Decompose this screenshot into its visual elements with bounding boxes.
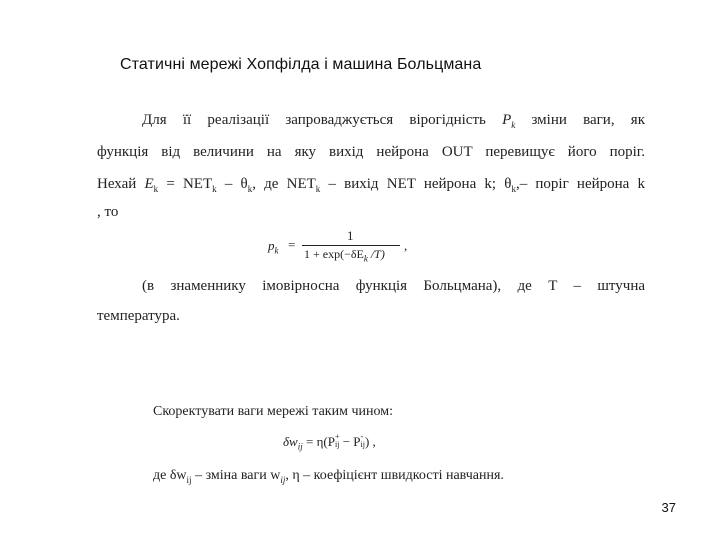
symbol-pk: $P_k$ [502, 112, 516, 130]
boltzmann-probability-formula [268, 228, 418, 272]
formula-comma: , [404, 238, 408, 253]
paragraph-line [142, 112, 645, 130]
slide-title: Статичні мережі Хопфілда і машина Больцмана [120, 56, 482, 73]
paragraph-line: , то [97, 204, 119, 220]
paragraph-line: Нехай $E_k = NET_k - \theta_k$, де $NET_k$ – вихід NET нейрона k; $\theta_k,-$ поріг нейрона k [97, 176, 646, 194]
text-segment: Для її реалізації запроваджується вірогідність [142, 112, 486, 128]
formula-equals: = [288, 237, 296, 252]
paragraph-line: температура. [97, 308, 180, 324]
fraction-bar [302, 245, 400, 246]
formula-lhs: $p_k$ [268, 238, 279, 256]
paragraph-line: функція від величини на яку вихід нейрона OUT перевищує його поріг. [97, 144, 645, 160]
paragraph-line: (в знаменнику імовірносна функція Больцмана), де T – штучна [142, 278, 645, 294]
page-number: 37 [661, 500, 676, 515]
paragraph-line: Скоректувати ваги мережі таким чином: [153, 404, 393, 419]
weight-update-formula: $\delta w_{ij} = \eta(P+$ ij − P- ij) , [283, 432, 376, 452]
text-segment: зміни ваги, як [531, 112, 645, 128]
formula-denominator: $1 + \exp(-\delta E_k$ /T) [304, 247, 385, 264]
formula-numerator: 1 [347, 228, 354, 243]
paragraph-line: де $\delta w_{ij}$ – зміна ваги $w_{ij}$, η – коефіцієнт швидкості навчання. [153, 468, 504, 485]
